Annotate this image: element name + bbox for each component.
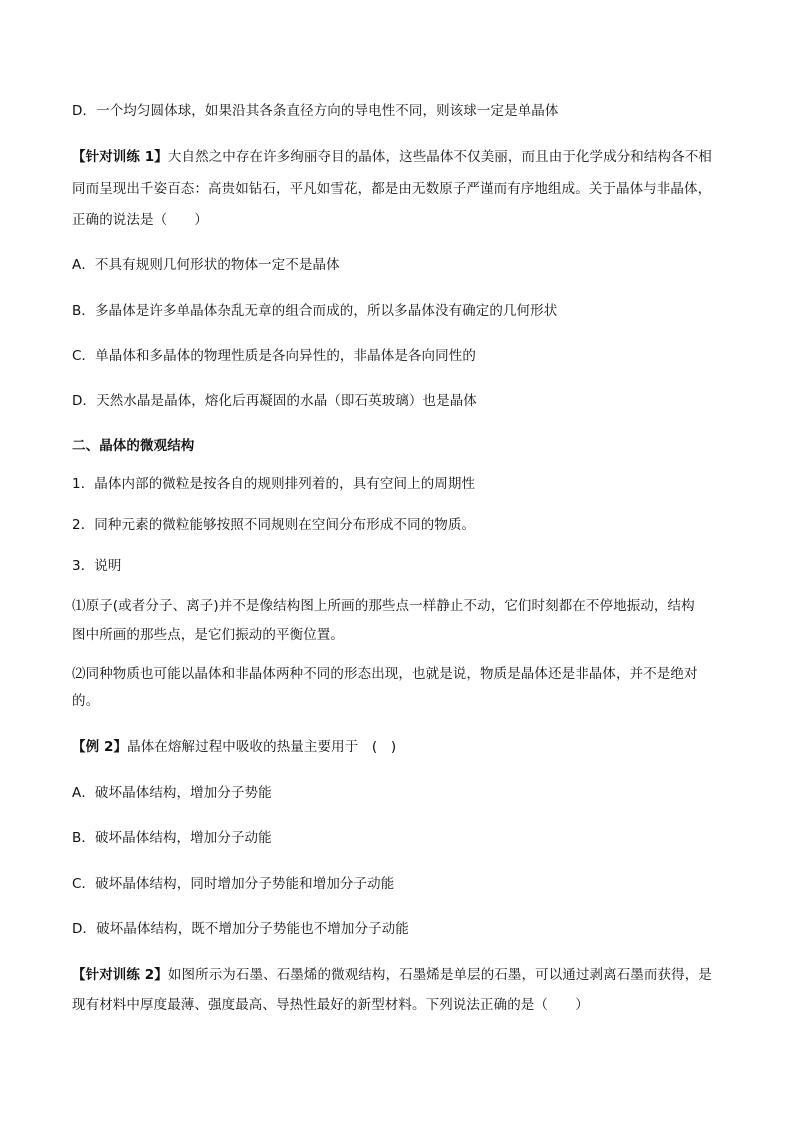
- section-2-point-2: 2．同种元素的微粒能够按照不同规则在空间分布形成不同的物质。: [72, 517, 476, 533]
- option-d-previous-question: D．一个均匀圆体球，如果沿其各条直径方向的导电性不同，则该球一定是单晶体: [72, 103, 559, 119]
- training-1-text-1: 大自然之中存在许多绚丽夺目的晶体，这些晶体不仅美丽，而且由于化学成分和结构各不相: [167, 149, 712, 165]
- training-1-option-d: D．天然水晶是晶体，熔化后再凝固的水晶（即石英玻璃）也是晶体: [72, 393, 477, 409]
- training-2-line-1: [72, 966, 732, 984]
- section-2-point-3: 3．说明: [72, 558, 122, 574]
- example-2-option-d: D．破坏晶体结构，既不增加分子势能也不增加分子动能: [72, 921, 409, 937]
- example-2-tag: 【例 2】: [72, 739, 128, 755]
- example-2-option-a: A．破坏晶体结构，增加分子势能: [72, 785, 272, 801]
- example-2-option-b: B．破坏晶体结构，增加分子动能: [72, 830, 272, 846]
- example-2-question: [72, 738, 732, 756]
- note-1-line-2: 图中所画的那些点，是它们振动的平衡位置。: [72, 627, 344, 643]
- example-2-text: 晶体在熔解过程中吸收的热量主要用于 ( ): [127, 739, 397, 755]
- training-1-option-c: C．单晶体和多晶体的物理性质是各向异性的，非晶体是各向同性的: [72, 348, 476, 364]
- training-1-line-1: [72, 148, 732, 166]
- section-2-title: 二、晶体的微观结构: [72, 438, 195, 454]
- training-1-option-a: A．不具有规则几何形状的物体一定不是晶体: [72, 257, 340, 273]
- section-2-point-1: 1．晶体内部的微粒是按各自的规则排列着的，具有空间上的周期性: [72, 476, 476, 492]
- training-1-tag: 【针对训练 1】: [72, 149, 168, 165]
- note-1-line-1: ⑴原子(或者分子、离子)并不是像结构图上所画的那些点一样静止不动，它们时刻都在不停地振动，结构: [72, 598, 695, 614]
- training-2-line-2: 现有材料中厚度最薄、强度最高、导热性最好的新型材料。下列说法正确的是（ ）: [72, 997, 589, 1013]
- training-1-option-b: B．多晶体是许多单晶体杂乱无章的组合而成的，所以多晶体没有确定的几何形状: [72, 303, 558, 319]
- training-2-tag: 【针对训练 2】: [72, 967, 168, 983]
- example-2-option-c: C．破坏晶体结构，同时增加分子势能和增加分子动能: [72, 876, 395, 892]
- note-2-line-1: ⑵同种物质也可能以晶体和非晶体两种不同的形态出现，也就是说，物质是晶体还是非晶体，并不是绝对: [72, 666, 698, 682]
- training-1-line-3: 正确的说法是（ ）: [72, 212, 208, 228]
- training-1-line-2: 同而呈现出千姿百态：高贵如钻石，平凡如雪花，都是由无数原子严谨而有序地组成。关于晶体与非晶体，: [72, 181, 712, 197]
- note-2-line-2: 的。: [72, 693, 100, 709]
- training-2-text-1: 如图所示为石墨、石墨烯的微观结构，石墨烯是单层的石墨，可以通过剥离石墨而获得，是: [167, 967, 712, 983]
